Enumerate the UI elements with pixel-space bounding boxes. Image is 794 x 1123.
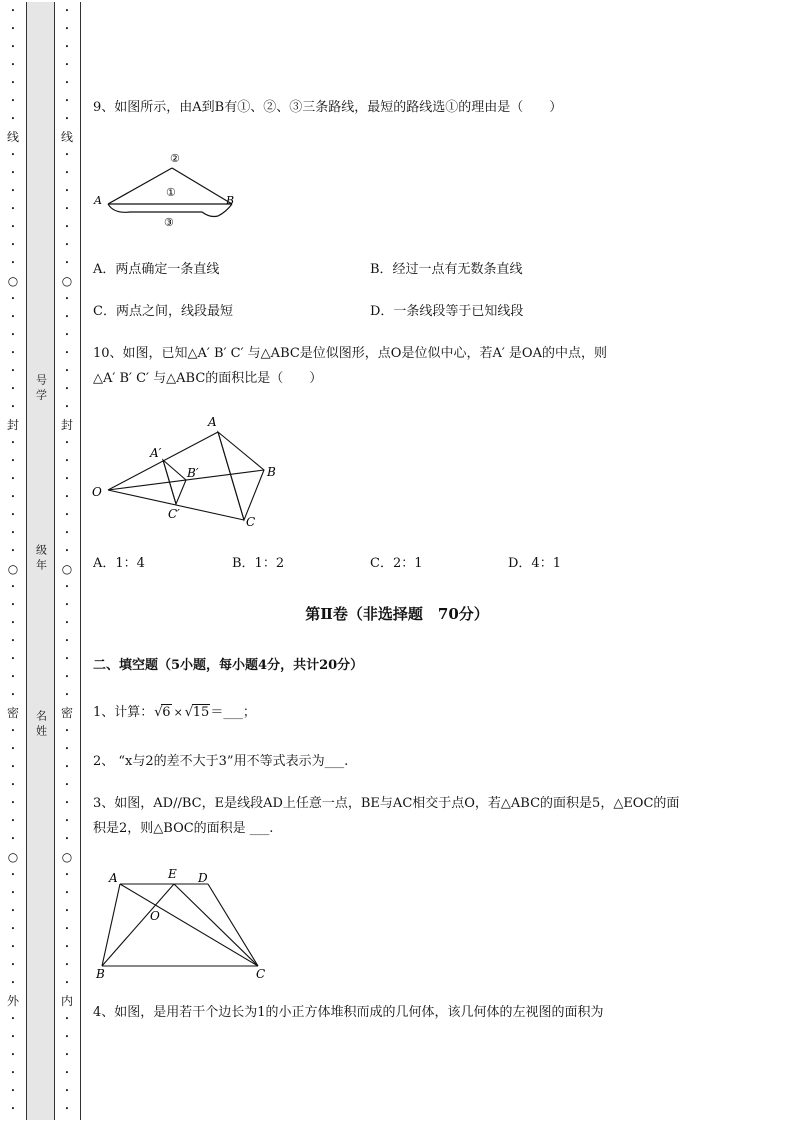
question-9-option-c: C．两点之间，线段最短 (93, 304, 233, 319)
inner-seal-dot: • (64, 529, 70, 537)
inner-seal-dot: • (64, 97, 70, 105)
fill-in-section-heading: 二、填空题（5小题，每小题4分，共计20分） (93, 658, 364, 673)
inner-seal-dot: • (64, 547, 70, 555)
outer-seal-dot: • (10, 925, 16, 933)
fig10-label-o: O (92, 485, 102, 499)
sqrt-6: √ 6 (154, 705, 171, 720)
outer-seal-dot: • (10, 799, 16, 807)
outer-seal-dot: • (10, 583, 16, 591)
inner-seal-dot: • (64, 835, 70, 843)
outer-circle-mark: ○ (7, 850, 19, 864)
outer-seal-dot: • (10, 403, 16, 411)
question-9-option-d: D．一条线段等于已知线段 (370, 304, 524, 319)
fig10-label-c: C (246, 515, 256, 529)
outer-seal-dot: • (10, 637, 16, 645)
outer-seal-label: 线 (6, 130, 19, 144)
question-10-option-a: A．1：4 (93, 556, 145, 571)
outer-seal-dot: • (10, 97, 16, 105)
inner-seal-label: 封 (60, 418, 73, 432)
fig3-label-a: A (109, 871, 118, 885)
outer-seal-dot: • (10, 529, 16, 537)
inner-seal-dot: • (64, 1105, 70, 1113)
fig9-label-route-3: ③ (164, 216, 174, 229)
fill-in-3-figure (90, 862, 275, 982)
inner-seal-dot: • (64, 925, 70, 933)
inner-seal-dot: • (64, 619, 70, 627)
outer-circle-mark: ○ (7, 562, 19, 576)
fig10-label-b-prime: B′ (187, 466, 199, 480)
inner-seal-dot: • (64, 889, 70, 897)
inner-seal-dot: • (64, 979, 70, 987)
sqrt-15: √ 15 (184, 705, 210, 720)
inner-seal-dot: • (64, 1015, 70, 1023)
fig9-label-b: B (226, 194, 235, 207)
inner-seal-dot: • (64, 907, 70, 915)
question-10-option-b: B．1：2 (232, 556, 285, 571)
inner-seal-dot: • (64, 1051, 70, 1059)
inner-seal-dot: • (64, 655, 70, 663)
inner-seal-dot: • (64, 223, 70, 231)
inner-seal-dot: • (64, 727, 70, 735)
outer-seal-dot: • (10, 25, 16, 33)
inner-seal-dot: • (64, 1069, 70, 1077)
inner-seal-dot: • (64, 61, 70, 69)
inner-seal-dot: • (64, 115, 70, 123)
outer-seal-dot: • (10, 205, 16, 213)
inner-seal-dot: • (64, 1087, 70, 1095)
fill-in-3-line2: 积是2，则△BOC的面积是 ___. (93, 821, 274, 836)
fig9-label-route-1: ① (166, 186, 176, 199)
inner-seal-dot: • (64, 601, 70, 609)
fig10-label-a-prime: A′ (150, 446, 162, 460)
outer-seal-dot: • (10, 673, 16, 681)
outer-seal-dot: • (10, 223, 16, 231)
outer-seal-dot: • (10, 745, 16, 753)
outer-seal-dot: • (10, 1087, 16, 1095)
outer-seal-dot: • (10, 7, 16, 15)
outer-seal-dot: • (10, 1069, 16, 1077)
inner-seal-dot: • (64, 673, 70, 681)
outer-seal-dot: • (10, 115, 16, 123)
outer-seal-dot: • (10, 619, 16, 627)
fig10-label-b: B (267, 465, 276, 479)
outer-seal-dot: • (10, 43, 16, 51)
outer-seal-column (0, 2, 26, 1120)
inner-seal-column (54, 2, 81, 1120)
inner-seal-dot: • (64, 943, 70, 951)
outer-seal-dot: • (10, 331, 16, 339)
outer-seal-dot: • (10, 547, 16, 555)
question-9-option-a: A．两点确定一条直线 (93, 262, 220, 277)
fig3-label-o: O (150, 909, 160, 923)
inner-seal-dot: • (64, 745, 70, 753)
outer-seal-dot: • (10, 889, 16, 897)
outer-seal-dot: • (10, 979, 16, 987)
fill-in-4: 4、如图，是用若干个边长为1的小正方体堆积而成的几何体，该几何体的左视图的面积为 (93, 1005, 604, 1020)
fig3-label-c: C (256, 967, 266, 981)
outer-seal-dot: • (10, 691, 16, 699)
outer-seal-dot: • (10, 727, 16, 735)
grade-label: 级年 (34, 544, 48, 574)
inner-seal-dot: • (64, 871, 70, 879)
outer-seal-dot: • (10, 817, 16, 825)
fill-in-1-suffix: ＝___； (210, 705, 256, 720)
inner-seal-dot: • (64, 475, 70, 483)
outer-seal-dot: • (10, 1105, 16, 1113)
question-10-option-d: D．4：1 (508, 556, 561, 571)
outer-seal-dot: • (10, 385, 16, 393)
inner-seal-dot: • (64, 205, 70, 213)
outer-seal-dot: • (10, 349, 16, 357)
question-9-figure (90, 148, 250, 232)
inner-seal-dot: • (64, 331, 70, 339)
inner-seal-label: 线 (60, 130, 73, 144)
outer-seal-label: 外 (6, 994, 19, 1008)
outer-seal-dot: • (10, 1051, 16, 1059)
fig10-label-a: A (208, 415, 217, 429)
outer-seal-dot: • (10, 241, 16, 249)
outer-seal-label: 封 (6, 418, 19, 432)
inner-seal-dot: • (64, 511, 70, 519)
inner-seal-dot: • (64, 241, 70, 249)
outer-circle-mark: ○ (7, 274, 19, 288)
outer-seal-dot: • (10, 961, 16, 969)
outer-seal-dot: • (10, 601, 16, 609)
inner-seal-dot: • (64, 493, 70, 501)
inner-seal-dot: • (64, 259, 70, 267)
fig9-label-route-2: ② (170, 152, 180, 165)
outer-seal-dot: • (10, 871, 16, 879)
question-10-stem-line2: △A′ B′ C′ 与△ABC的面积比是（ ） (93, 371, 323, 386)
inner-circle-mark: ○ (61, 274, 73, 288)
outer-seal-dot: • (10, 295, 16, 303)
question-10-option-c: C．2：1 (370, 556, 423, 571)
outer-seal-dot: • (10, 1015, 16, 1023)
outer-seal-dot: • (10, 655, 16, 663)
outer-seal-dot: • (10, 61, 16, 69)
part-2-title: 第Ⅱ卷（非选择题 70分） (305, 605, 489, 623)
inner-seal-dot: • (64, 457, 70, 465)
outer-seal-dot: • (10, 763, 16, 771)
inner-seal-dot: • (64, 79, 70, 87)
inner-seal-dot: • (64, 1033, 70, 1041)
inner-seal-dot: • (64, 961, 70, 969)
outer-seal-dot: • (10, 259, 16, 267)
inner-seal-dot: • (64, 637, 70, 645)
outer-seal-dot: • (10, 1033, 16, 1041)
outer-seal-dot: • (10, 457, 16, 465)
inner-seal-label: 内 (60, 994, 73, 1008)
fig10-label-c-prime: C′ (168, 507, 180, 521)
inner-seal-dot: • (64, 781, 70, 789)
question-10-stem-line1: 10、如图，已知△A′ B′ C′ 与△ABC是位似图形，点O是位似中心，若A′ 是OA的中点，则 (93, 346, 607, 361)
inner-seal-dot: • (64, 7, 70, 15)
fig9-label-a: A (94, 194, 102, 207)
question-9-option-b: B．经过一点有无数条直线 (370, 262, 523, 277)
outer-seal-dot: • (10, 781, 16, 789)
fill-in-1: 1、计算： √ 6 × √ 15＝___； (93, 705, 256, 720)
outer-seal-label: 密 (6, 706, 19, 720)
outer-seal-dot: • (10, 907, 16, 915)
question-10-figure (88, 410, 288, 534)
inner-seal-dot: • (64, 295, 70, 303)
outer-seal-dot: • (10, 511, 16, 519)
inner-seal-dot: • (64, 151, 70, 159)
inner-circle-mark: ○ (61, 562, 73, 576)
inner-seal-dot: • (64, 691, 70, 699)
student-info-column (26, 2, 55, 1120)
fig3-label-e: E (168, 867, 177, 881)
inner-seal-dot: • (64, 385, 70, 393)
fill-in-2: 2、 “x与2的差不大于3”用不等式表示为___. (93, 754, 349, 769)
outer-seal-dot: • (10, 169, 16, 177)
inner-seal-dot: • (64, 313, 70, 321)
inner-seal-dot: • (64, 43, 70, 51)
outer-seal-dot: • (10, 313, 16, 321)
inner-seal-label: 密 (60, 706, 73, 720)
fill-in-1-prefix: 1、计算： (93, 705, 154, 720)
inner-seal-dot: • (64, 583, 70, 591)
inner-seal-dot: • (64, 187, 70, 195)
outer-seal-dot: • (10, 151, 16, 159)
student-name-label: 名姓 (34, 710, 48, 740)
inner-seal-dot: • (64, 349, 70, 357)
inner-seal-dot: • (64, 367, 70, 375)
outer-seal-dot: • (10, 439, 16, 447)
fig3-label-b: B (96, 967, 105, 981)
question-9-stem: 9、如图所示，由A到B有①、②、③三条路线，最短的路线选①的理由是（ ） (93, 100, 563, 115)
inner-seal-dot: • (64, 403, 70, 411)
fill-in-3-line1: 3、如图，AD//BC，E是线段AD上任意一点，BE与AC相交于点O，若△ABC的面积是5，△EOC的面 (93, 796, 680, 811)
outer-seal-dot: • (10, 835, 16, 843)
outer-seal-dot: • (10, 79, 16, 87)
outer-seal-dot: • (10, 475, 16, 483)
inner-seal-dot: • (64, 799, 70, 807)
inner-seal-dot: • (64, 763, 70, 771)
inner-circle-mark: ○ (61, 850, 73, 864)
outer-seal-dot: • (10, 187, 16, 195)
outer-seal-dot: • (10, 367, 16, 375)
inner-seal-dot: • (64, 439, 70, 447)
inner-seal-dot: • (64, 169, 70, 177)
outer-seal-dot: • (10, 493, 16, 501)
student-number-label: 号学 (34, 374, 48, 404)
outer-seal-dot: • (10, 943, 16, 951)
inner-seal-dot: • (64, 25, 70, 33)
fig3-label-d: D (198, 871, 208, 885)
inner-seal-dot: • (64, 817, 70, 825)
